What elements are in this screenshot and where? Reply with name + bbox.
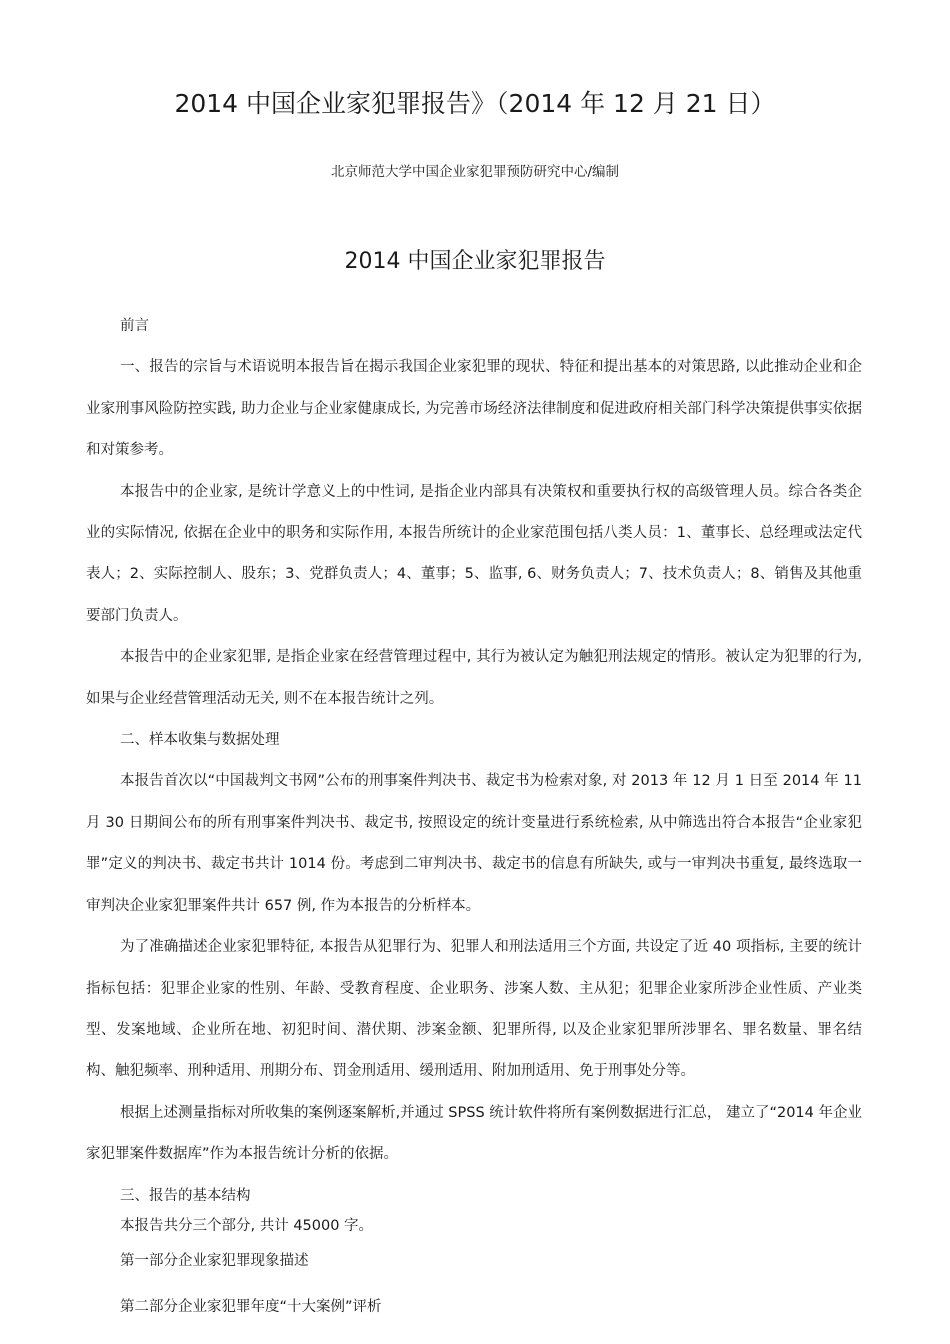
document-subtitle: 北京师范大学中国企业家犯罪预防研究中心/编制: [330, 164, 620, 180]
part-title: 第一部分企业家犯罪现象描述: [120, 1252, 309, 1269]
paragraph: 一、报告的宗旨与术语说明本报告旨在揭示我国企业家犯罪的现状、特征和提出基本的对策思路, 以此推动企业和企业家刑事风险防控实践, 助力企业与企业家健康成长, 为完善市场经济法律制度和促进政府相关部门科学决策提供事实依据和对策参考。: [86, 359, 862, 459]
paragraph: 为了准确描述企业家犯罪特征, 本报告从犯罪行为、犯罪人和刑法适用三个方面, 共设定了近 40 项指标, 主要的统计指标包括：犯罪企业家的性别、年龄、受教育程度、企业职务、涉案人数、主从犯；犯罪企业家所涉企业性质、产业类型、发案地域、企业所在地、初犯时间、潜伏期、涉案金额、犯罪所得, 以及企业家犯罪所涉罪名、罪名数量、罪名结构、触犯频率、刑种适用、刑期分布、罚金刑适用、缓刑适用、附加刑适用、免于刑事处分等。: [86, 939, 862, 1080]
paragraph: 本报告共分三个部分, 共计 45000 字。: [120, 1217, 374, 1234]
preface-label: 前言: [120, 318, 149, 334]
section-heading: 二、样本收集与数据处理: [120, 732, 280, 749]
document-title: 2014 中国企业家犯罪报告》（2014 年 12 月 21 日）: [174, 89, 776, 118]
paragraph: 本报告首次以“中国裁判文书网”公布的刑事案件判决书、裁定书为检索对象, 对 2013 年 12 月 1 日至 2014 年 11 月 30 日期间公布的所有刑事案件判决书、裁定书, 按照设定的统计变量进行系统检索, 从中筛选出符合本报告“企业家犯罪”定义的判决书、裁定书共计 1014 份。考虑到二审判决书、裁定书的信息有所缺失, 或与一审判决书重复, 最终选取一审判决企业家犯罪案件共计 657 例, 作为本报告的分析样本。: [86, 773, 862, 914]
report-heading: 2014 中国企业家犯罪报告: [344, 249, 606, 274]
paragraph: 根据上述测量指标对所收集的案例逐案解析,并通过 SPSS 统计软件将所有案例数据进行汇总， 建立了“2014 年企业家犯罪案件数据库”作为本报告统计分析的依据。: [86, 1104, 862, 1163]
paragraph: 本报告中的企业家犯罪, 是指企业家在经营管理过程中, 其行为被认定为触犯刑法规定的情形。被认定为犯罪的行为, 如果与企业经营管理活动无关, 则不在本报告统计之列。: [86, 649, 862, 707]
document-body: [86, 306, 862, 1328]
part-title: 第二部分企业家犯罪年度“十大案例”评析: [120, 1298, 382, 1315]
paragraph: 本报告中的企业家, 是统计学意义上的中性词, 是指企业内部具有决策权和重要执行权的高级管理人员。综合各类企业的实际情况, 依据在企业中的职务和实际作用, 本报告所统计的企业家范围包括八类人员：1、董事长、总经理或法定代表人；2、实际控制人、股东；3、党群负责人；4、董事；5、监事, 6、财务负责人；7、技术负责人；8、销售及其他重要部门负责人。: [86, 483, 862, 624]
section-heading: 三、报告的基本结构: [120, 1187, 251, 1204]
